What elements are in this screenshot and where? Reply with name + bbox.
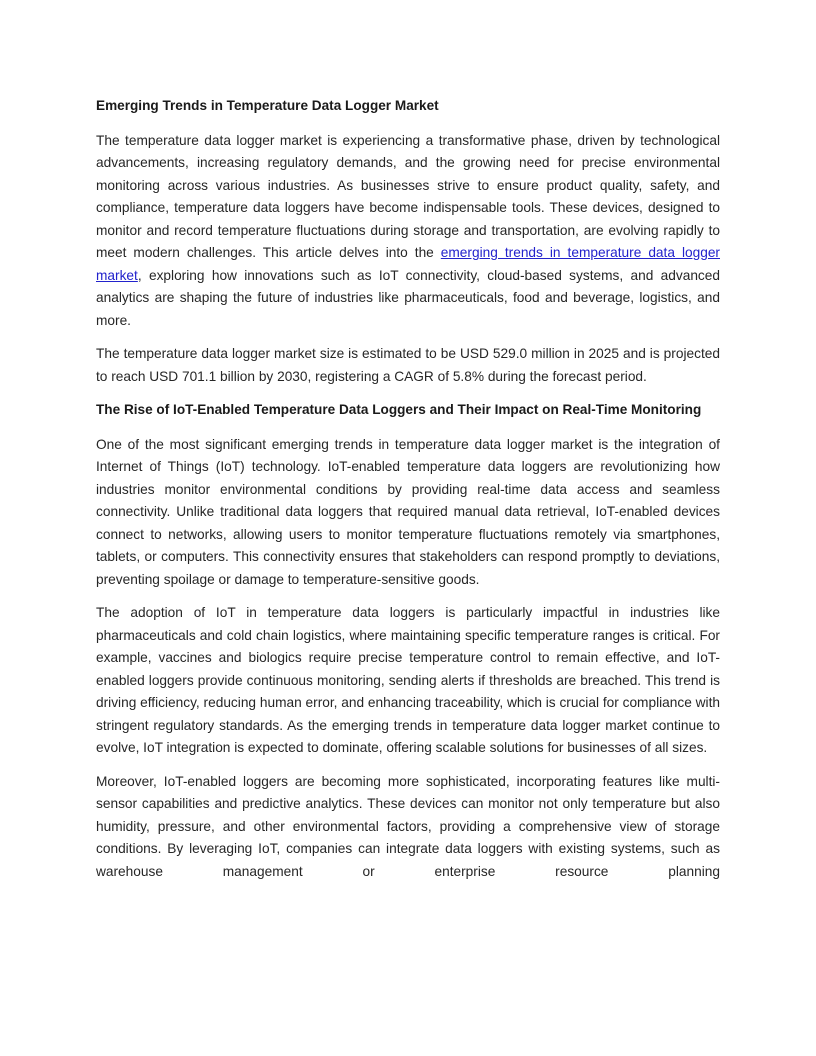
body-paragraph-1: One of the most significant emerging trends in temperature data logger market is the integration of Internet of Things (IoT) technology. IoT-enabled temperature data loggers are revolutionizing how industries monitor environmental conditions by providing real-time data access and seamless connectivity. Unlike traditional data loggers that required manual data retrieval, IoT-enabled devices connect to networks, allowing users to monitor temperature fluctuations remotely via smartphones, tablets, or computers. This connectivity ensures that stakeholders can respond promptly to deviations, preventing spoilage or damage to temperature-sensitive goods. <box>96 436 720 587</box>
intro-text-after-link: , exploring how innovations such as IoT connectivity, cloud-based systems, and advanced analytics are shaping the future of industries like pharmaceuticals, food and beverage, logistics, and more. <box>96 267 720 328</box>
body-paragraph-2: The adoption of IoT in temperature data loggers is particularly impactful in industries like pharmaceuticals and cold chain logistics, where maintaining specific temperature ranges is critical. For example, vaccines and biologics require precise temperature control to remain effective, and IoT-enabled loggers provide continuous monitoring, sending alerts if thresholds are breached. This trend is driving efficiency, reducing human error, and enhancing traceability, which is crucial for compliance with stringent regulatory standards. As the emerging trends in temperature data logger market continue to evolve, IoT integration is expected to dominate, offering scalable solutions for businesses of all sizes. <box>96 605 720 755</box>
document-title: Emerging Trends in Temperature Data Logger Market <box>96 98 439 113</box>
document-page <box>96 95 720 894</box>
intro-text-before-link: The temperature data logger market is experiencing a transformative phase, driven by technological advancements, increasing regulatory demands, and the growing need for precise environmental monitoring across various industries. As businesses strive to ensure product quality, safety, and compliance, temperature data loggers have become indispensable tools. These devices, designed to monitor and record temperature fluctuations during storage and transportation, are evolving rapidly to meet modern challenges. This article delves into the <box>96 132 720 260</box>
emerging-trends-link[interactable]: emerging trends in temperature data logger market <box>96 245 720 283</box>
market-size-paragraph: The temperature data logger market size is estimated to be USD 529.0 million in 2025 and is projected to reach USD 701.1 billion by 2030, registering a CAGR of 5.8% during the forecast period. <box>96 346 720 384</box>
intro-paragraph <box>96 130 720 333</box>
section-heading: The Rise of IoT-Enabled Temperature Data Loggers and Their Impact on Real-Time Monitoring <box>96 402 702 417</box>
body-paragraph-3: Moreover, IoT-enabled loggers are becoming more sophisticated, incorporating features like multi-sensor capabilities and predictive analytics. These devices can monitor not only temperature but also humidity, pressure, and other environmental factors, providing a comprehensive view of storage conditions. By leveraging IoT, companies can integrate data loggers with existing systems, such as warehouse management or enterprise resource planning <box>96 773 720 879</box>
